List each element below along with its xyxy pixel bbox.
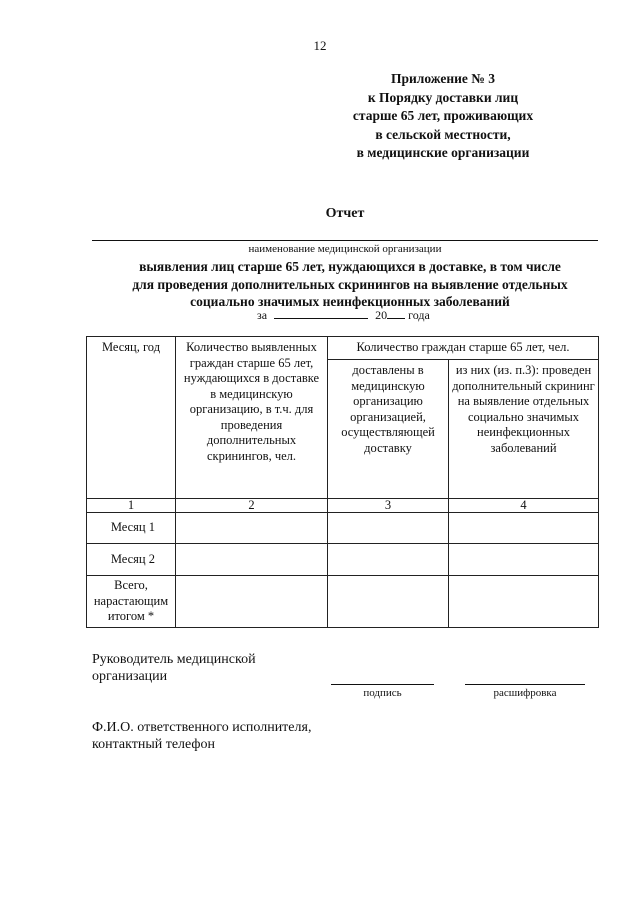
transcript-caption: расшифровка xyxy=(493,687,557,699)
appendix-line: Приложение № 3 xyxy=(391,71,495,86)
report-period xyxy=(257,308,430,323)
appendix-line: в сельской местности, xyxy=(375,126,511,142)
column-number: 3 xyxy=(328,499,449,513)
table-cell[interactable] xyxy=(449,513,599,544)
table-cell[interactable] xyxy=(449,544,599,576)
period-month-blank xyxy=(274,318,368,319)
appendix-line: в медицинские организации xyxy=(356,145,530,160)
table-cell[interactable] xyxy=(328,513,449,544)
report-table xyxy=(86,336,599,628)
organization-name-caption: наименование медицинской организации xyxy=(248,243,442,255)
table-row xyxy=(87,513,599,544)
period-suffix: года xyxy=(408,308,430,322)
period-prefix: за xyxy=(257,308,268,322)
report-title: Отчет xyxy=(325,206,365,221)
transcript-line[interactable] xyxy=(465,684,585,685)
responsible-contact-label: Ф.И.О. ответственного исполнителя, контактный телефон xyxy=(92,720,312,752)
appendix-header xyxy=(293,70,593,163)
subtitle-line: социально значимых неинфекционных заболеваний xyxy=(190,294,510,309)
subtitle-line: выявления лиц старше 65 лет, нуждающихся в доставке, в том числе xyxy=(139,259,561,274)
row-label: Месяц 1 xyxy=(87,513,176,544)
signature-line[interactable] xyxy=(331,684,434,685)
table-cell[interactable] xyxy=(176,544,328,576)
header-month-year: Месяц, год xyxy=(87,337,176,499)
table-row xyxy=(87,544,599,576)
period-year-prefix: 20 xyxy=(375,308,388,322)
header-delivered: доставлены в медицинскую организацию организацией, осуществляющей доставку xyxy=(328,360,449,499)
header-screened: из них (из. п.3): проведен дополнительный скрининг на выявление отдельных социально значимых неинфекционных заболеваний xyxy=(449,360,599,499)
organization-name-line xyxy=(92,240,598,241)
table-cell[interactable] xyxy=(328,544,449,576)
signature-caption: подпись xyxy=(363,687,402,699)
period-year-blank xyxy=(387,318,405,319)
column-number: 2 xyxy=(176,499,328,513)
column-number: 4 xyxy=(449,499,599,513)
subtitle-line: для проведения дополнительных скринингов на выявление отдельных xyxy=(132,276,568,292)
table-row xyxy=(87,576,599,628)
report-subtitle xyxy=(60,258,640,311)
column-number: 1 xyxy=(87,499,176,513)
header-count-group: Количество граждан старше 65 лет, чел. xyxy=(328,337,599,360)
table-cell[interactable] xyxy=(449,576,599,628)
appendix-line: старше 65 лет, проживающих xyxy=(352,108,534,123)
row-label: Всего, нарастающим итогом * xyxy=(87,576,176,628)
row-label: Месяц 2 xyxy=(87,544,176,576)
appendix-line: к Порядку доставки лиц xyxy=(367,89,519,105)
header-identified: Количество выявленных граждан старше 65 лет, нуждающихся в доставке в медицинскую организацию, в т.ч. для проведения дополнительных скринингов, чел. xyxy=(176,337,328,499)
table-cell[interactable] xyxy=(176,576,328,628)
page-number: 12 xyxy=(313,38,327,53)
table-cell[interactable] xyxy=(176,513,328,544)
table-cell[interactable] xyxy=(328,576,449,628)
head-of-organization-label: Руководитель медицинской организации xyxy=(92,652,256,684)
